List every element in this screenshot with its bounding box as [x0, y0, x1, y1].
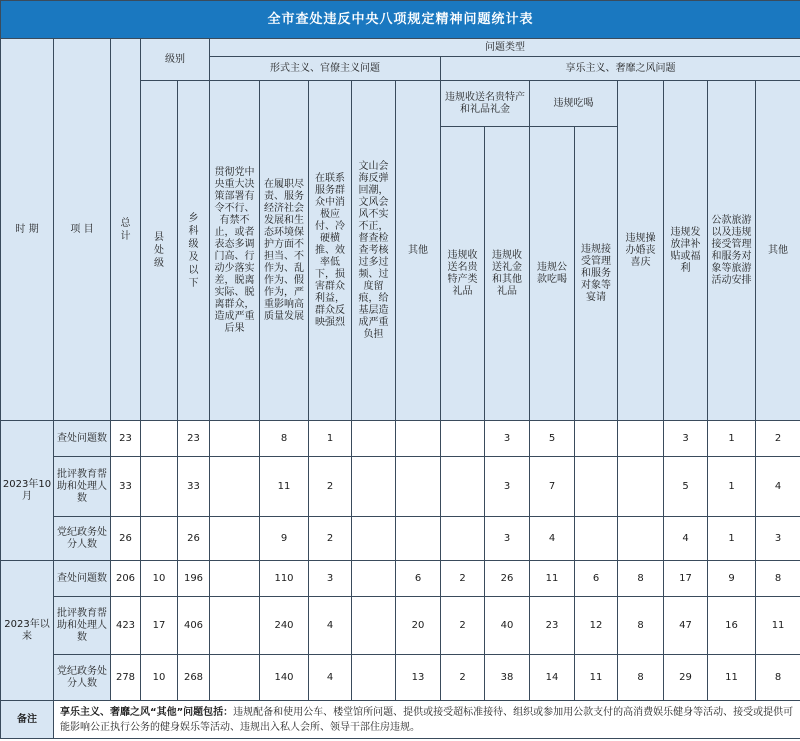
table-cell — [210, 457, 260, 517]
township-level-header — [178, 81, 210, 421]
table-cell: 9 — [708, 561, 756, 597]
col-header-3 — [309, 81, 352, 421]
period-label-2: 2023年以来 — [1, 561, 54, 701]
table-cell — [618, 517, 664, 561]
table-cell — [575, 421, 618, 457]
table-cell — [352, 517, 396, 561]
table-cell — [210, 517, 260, 561]
row-item-label: 查处问题数 — [54, 561, 111, 597]
table-title: 全市查处违反中央八项规定精神问题统计表 — [1, 1, 800, 39]
table-cell — [441, 421, 485, 457]
table-cell: 5 — [530, 421, 575, 457]
note-text — [54, 701, 800, 739]
township-level-text: 乡科级及以下 — [188, 212, 199, 289]
table-cell: 1 — [309, 421, 352, 457]
col-header-10-text: 违规操办婚丧喜庆 — [625, 232, 656, 268]
table-cell: 10 — [141, 655, 178, 701]
table-cell: 11 — [575, 655, 618, 701]
table-cell — [210, 561, 260, 597]
table-cell: 23 — [178, 421, 210, 457]
table-cell — [618, 457, 664, 517]
col-header-9 — [575, 127, 618, 421]
table-cell — [352, 457, 396, 517]
col-header-10 — [618, 81, 664, 421]
table-cell: 2 — [441, 597, 485, 655]
table-cell: 38 — [485, 655, 530, 701]
table-cell: 11 — [530, 561, 575, 597]
table-cell — [352, 597, 396, 655]
table-cell: 278 — [111, 655, 141, 701]
table-cell: 13 — [396, 655, 441, 701]
total-header-text: 总计 — [120, 217, 131, 242]
table-cell: 26 — [485, 561, 530, 597]
table-cell: 1 — [708, 421, 756, 457]
col-header-1-text: 贯彻党中央重大决策部署有令不行、有禁不止，或者表态多调门高、行动少落实差，脱离实际、脱离群众，造成严重后果 — [214, 166, 255, 334]
dining-group-header: 违规吃喝 — [530, 81, 618, 127]
col-header-12-text: 公款旅游以及违规接受管理和服务对象等旅游活动安排 — [711, 214, 752, 286]
table-cell: 4 — [664, 517, 708, 561]
table-cell: 3 — [664, 421, 708, 457]
table-cell: 206 — [111, 561, 141, 597]
table-cell: 4 — [309, 655, 352, 701]
col-header-1 — [210, 81, 260, 421]
table-cell — [352, 655, 396, 701]
table-cell: 9 — [260, 517, 309, 561]
table-cell — [141, 421, 178, 457]
table-cell — [396, 517, 441, 561]
table-cell: 5 — [664, 457, 708, 517]
table-cell: 406 — [178, 597, 210, 655]
item-header: 项 目 — [54, 39, 111, 421]
row-item-label: 批评教育帮助和处理人数 — [54, 597, 111, 655]
col-header-2 — [260, 81, 309, 421]
table-cell: 16 — [708, 597, 756, 655]
table-cell: 12 — [575, 597, 618, 655]
table-cell — [210, 421, 260, 457]
note-label: 备注 — [1, 701, 54, 739]
table-cell: 8 — [756, 561, 800, 597]
table-cell: 196 — [178, 561, 210, 597]
col-header-3-text: 在联系服务群众中消极应付、冷硬横推、效率低下，损害群众利益，群众反映强烈 — [315, 172, 345, 328]
col-header-4 — [352, 81, 396, 421]
table-cell: 8 — [618, 655, 664, 701]
col-header-9-text: 违规接受管理和服务对象等宴请 — [581, 243, 611, 303]
table-cell — [575, 517, 618, 561]
col-header-7-text: 违规收送礼金和其他礼品 — [492, 249, 522, 297]
table-cell: 33 — [111, 457, 141, 517]
col-header-8-text: 违规公款吃喝 — [537, 261, 567, 285]
county-level-header — [141, 81, 178, 421]
table-cell: 47 — [664, 597, 708, 655]
table-cell: 17 — [141, 597, 178, 655]
table-cell: 2 — [309, 517, 352, 561]
table-cell: 423 — [111, 597, 141, 655]
table-cell: 6 — [575, 561, 618, 597]
row-item-label: 批评教育帮助和处理人数 — [54, 457, 111, 517]
table-cell — [352, 421, 396, 457]
col-header-2-text: 在履职尽责、服务经济社会发展和生态环境保护方面不担当、不作为、乱作为、假作为，严重影响高质量发展 — [264, 178, 304, 322]
table-cell — [441, 517, 485, 561]
level-header: 级别 — [141, 39, 210, 81]
col-header-4-text: 文山会海反弹回潮，文风会风不实不正，督查检查考核过多过频、过度留痕，给基层造成严重负担 — [358, 160, 389, 340]
note-bold: 享乐主义、奢靡之风“其他”问题包括： — [60, 706, 234, 718]
table-cell: 3 — [485, 421, 530, 457]
period-label-1: 2023年10月 — [1, 421, 54, 561]
table-cell — [141, 457, 178, 517]
col-header-5-text: 其他 — [408, 244, 428, 256]
table-cell: 26 — [178, 517, 210, 561]
table-cell: 3 — [485, 457, 530, 517]
table-cell: 110 — [260, 561, 309, 597]
table-cell: 1 — [708, 457, 756, 517]
col-header-11-text: 违规发放津补贴或福利 — [670, 226, 701, 274]
table-cell: 2 — [756, 421, 800, 457]
table-cell: 7 — [530, 457, 575, 517]
table-cell: 8 — [756, 655, 800, 701]
table-cell: 1 — [708, 517, 756, 561]
col-header-6-text: 违规收送名贵特产类礼品 — [447, 249, 478, 297]
table-cell — [396, 457, 441, 517]
col-header-6 — [441, 127, 485, 421]
table-cell: 3 — [309, 561, 352, 597]
table-cell: 14 — [530, 655, 575, 701]
formalism-header: 形式主义、官僚主义问题 — [210, 57, 441, 81]
table-cell: 8 — [260, 421, 309, 457]
table-cell — [575, 457, 618, 517]
table-cell: 17 — [664, 561, 708, 597]
table-cell: 33 — [178, 457, 210, 517]
table-cell — [618, 421, 664, 457]
table-cell: 8 — [618, 597, 664, 655]
table-cell: 268 — [178, 655, 210, 701]
table-cell — [141, 517, 178, 561]
col-header-12 — [708, 81, 756, 421]
period-header: 时 期 — [1, 39, 54, 421]
table-cell — [396, 421, 441, 457]
table-cell — [210, 655, 260, 701]
col-header-5 — [396, 81, 441, 421]
col-header-13-text: 其他 — [768, 244, 789, 256]
row-item-label: 党纪政务处分人数 — [54, 655, 111, 701]
table-cell: 2 — [309, 457, 352, 517]
table-cell: 3 — [485, 517, 530, 561]
row-item-label: 查处问题数 — [54, 421, 111, 457]
table-cell: 40 — [485, 597, 530, 655]
table-cell: 4 — [756, 457, 800, 517]
note-body: 违规配备和使用公车、楼堂馆所问题、提供或接受超标准接待、组织或参加用公款支付的高消费娱乐健身等活动、接受或提供可能影响公正执行公务的健身娱乐等活动、违规出入私人会所、领导干部住房违规。 — [60, 706, 794, 733]
table-cell — [441, 457, 485, 517]
table-cell: 8 — [618, 561, 664, 597]
table-cell: 6 — [396, 561, 441, 597]
row-item-label: 党纪政务处分人数 — [54, 517, 111, 561]
table-cell: 240 — [260, 597, 309, 655]
table-cell: 11 — [756, 597, 800, 655]
problem-type-header: 问题类型 — [210, 39, 800, 57]
table-cell: 10 — [141, 561, 178, 597]
table-cell: 3 — [756, 517, 800, 561]
table-cell — [352, 561, 396, 597]
table-cell: 4 — [309, 597, 352, 655]
hedonism-header: 享乐主义、奢靡之风问题 — [441, 57, 800, 81]
col-header-13 — [756, 81, 800, 421]
table-cell: 23 — [111, 421, 141, 457]
total-header — [111, 39, 141, 421]
col-header-11 — [664, 81, 708, 421]
table-cell: 140 — [260, 655, 309, 701]
county-level-text: 县处级 — [154, 232, 164, 269]
table-cell: 23 — [530, 597, 575, 655]
table-cell: 20 — [396, 597, 441, 655]
table-cell: 2 — [441, 655, 485, 701]
table-cell: 26 — [111, 517, 141, 561]
table-cell: 11 — [260, 457, 309, 517]
table-cell: 29 — [664, 655, 708, 701]
gift-group-header: 违规收送名贵特产和礼品礼金 — [441, 81, 530, 127]
table-cell: 4 — [530, 517, 575, 561]
table-cell: 2 — [441, 561, 485, 597]
col-header-8 — [530, 127, 575, 421]
col-header-7 — [485, 127, 530, 421]
table-cell — [210, 597, 260, 655]
table-cell: 11 — [708, 655, 756, 701]
